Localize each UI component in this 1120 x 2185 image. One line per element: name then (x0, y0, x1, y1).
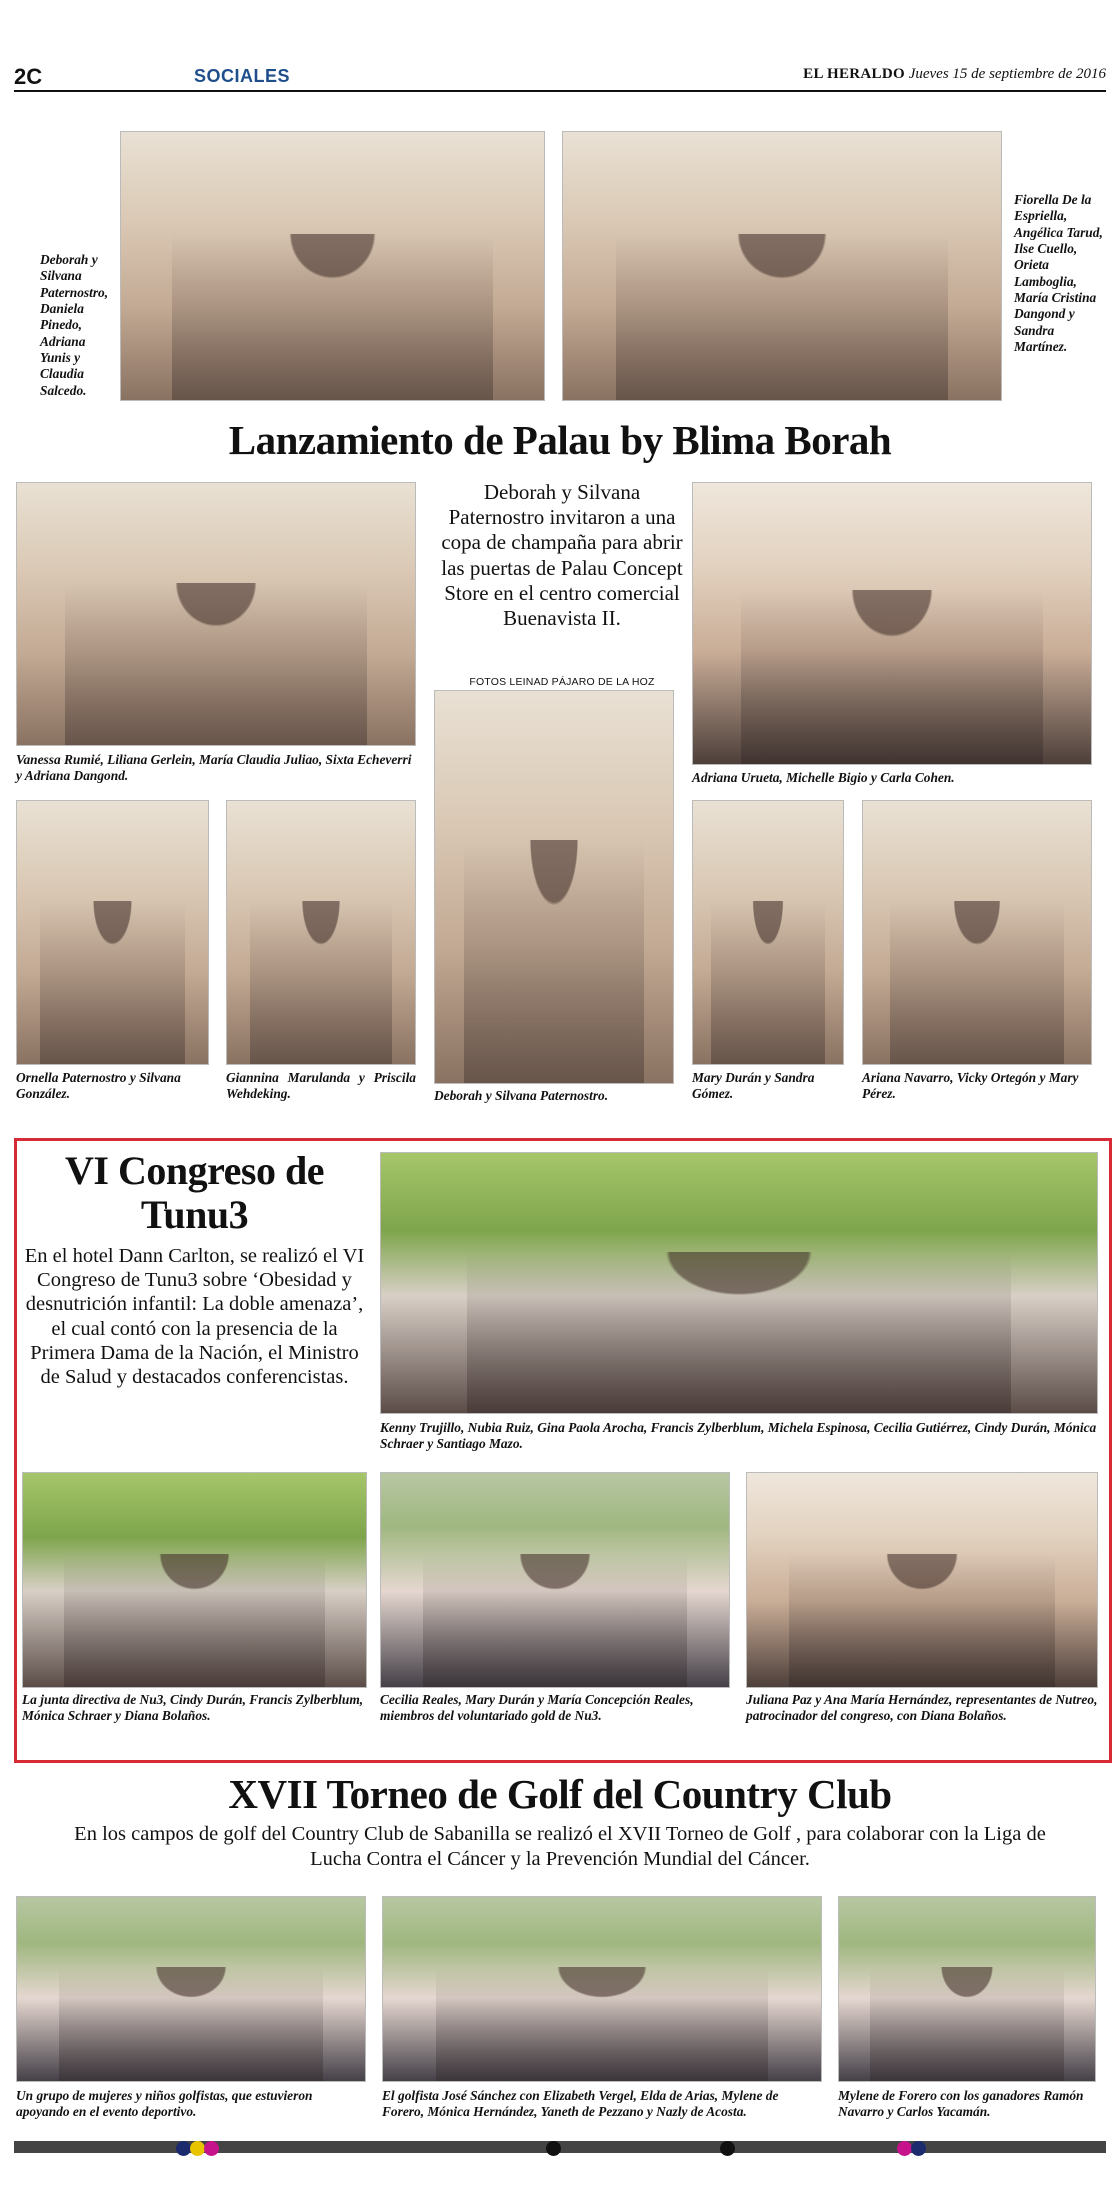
story-lede: Deborah y Silvana Paternostro invitaron a una copa de champaña para abrir las puertas de Palau Concept Store en el centro comercial Buenavista II. (441, 480, 683, 630)
photo-caption: Mary Durán y Sandra Gómez. (692, 1070, 815, 1102)
newspaper-name: EL HERALDO (803, 66, 905, 82)
registration-mark (190, 2141, 205, 2156)
publication-line (803, 66, 1106, 83)
event-photo (380, 1472, 730, 1688)
photo-caption: Fiorella De la Espriella, Angélica Tarud, Ilse Cuello, Orieta Lamboglia, María Cristina Dangond y Sandra Martínez. (1014, 192, 1103, 355)
registration-mark (720, 2141, 735, 2156)
photo-caption: Juliana Paz y Ana María Hernández, representantes de Nutreo, patrocinador del congreso, con Diana Bolaños. (746, 1692, 1098, 1724)
event-photo (226, 800, 416, 1065)
photo-caption: El golfista José Sánchez con Elizabeth Vergel, Elda de Arias, Mylene de Forero, Mónica Hernández, Yaneth de Pezzano y Nazly de Acosta. (382, 2088, 779, 2120)
page-number: 2C (14, 64, 43, 89)
photo-caption: Ornella Paternostro y Silvana González. (16, 1070, 181, 1102)
event-photo (862, 800, 1092, 1065)
event-photo (692, 482, 1092, 765)
photo-caption: Mylene de Forero con los ganadores Ramón Navarro y Carlos Yacamán. (838, 2088, 1084, 2120)
photo-caption: Kenny Trujillo, Nubia Ruiz, Gina Paola Arocha, Francis Zylberblum, Michela Espinosa, Cecilia Gutiérrez, Cindy Durán, Mónica Schraer y Santiago Mazo. (380, 1420, 1097, 1452)
registration-mark (897, 2141, 912, 2156)
event-photo (562, 131, 1002, 401)
event-photo (380, 1152, 1098, 1414)
event-photo (434, 690, 674, 1084)
event-photo (382, 1896, 822, 2082)
photo-caption: Deborah y Silvana Paternostro, Daniela Pinedo, Adriana Yunis y Claudia Salcedo. (40, 252, 109, 398)
issue-date: Jueves 15 de septiembre de 2016 (908, 66, 1106, 82)
story-lede: En los campos de golf del Country Club de Sabanilla se realizó el XVII Torneo de Golf , para colaborar con la Liga de Lucha Contra el Cáncer y la Prevención Mundial del Cáncer. (74, 1823, 1046, 1870)
registration-mark (911, 2141, 926, 2156)
photo-caption: Ariana Navarro, Vicky Ortegón y Mary Pérez. (862, 1070, 1079, 1102)
story-lede: En el hotel Dann Carlton, se realizó el VI Congreso de Tunu3 sobre ‘Obesidad y desnutrición infantil: La doble amenaza’, el cual contó con la presencia de la Primera Dama de la Nación, el Ministro de Salud y destacados conferencistas. (24, 1245, 365, 1388)
event-photo (22, 1472, 367, 1688)
section-name: SOCIALES (194, 66, 291, 86)
headline: Lanzamiento de Palau by Blima Borah (228, 417, 892, 463)
photo-credit: FOTOS LEINAD PÁJARO DE LA HOZ (469, 676, 655, 688)
photo-caption: La junta directiva de Nu3, Cindy Durán, Francis Zylberblum, Mónica Schraer y Diana Bolaños. (22, 1692, 364, 1724)
registration-mark (204, 2141, 219, 2156)
photo-caption: Un grupo de mujeres y niños golfistas, que estuvieron apoyando en el evento deportivo. (16, 2088, 313, 2120)
photo-caption: Deborah y Silvana Paternostro. (434, 1088, 609, 1103)
event-photo (16, 1896, 366, 2082)
headline: XVII Torneo de Golf del Country Club (228, 1771, 892, 1817)
photo-caption: Adriana Urueta, Michelle Bigio y Carla Cohen. (692, 770, 955, 785)
event-photo (16, 800, 209, 1065)
event-photo (16, 482, 416, 746)
page-header (14, 58, 1106, 92)
photo-caption: Cecilia Reales, Mary Durán y María Concepción Reales, miembros del voluntariado gold de Nu3. (380, 1692, 694, 1724)
event-photo (838, 1896, 1096, 2082)
event-photo (120, 131, 545, 401)
event-photo (692, 800, 844, 1065)
registration-mark (176, 2141, 191, 2156)
event-photo (746, 1472, 1098, 1688)
registration-mark (546, 2141, 561, 2156)
photo-caption: Giannina Marulanda y Priscila Wehdeking. (226, 1070, 416, 1102)
headline: VI Congreso de Tunu3 (65, 1148, 324, 1237)
photo-caption: Vanessa Rumié, Liliana Gerlein, María Claudia Juliao, Sixta Echeverri y Adriana Dangond. (16, 752, 412, 784)
